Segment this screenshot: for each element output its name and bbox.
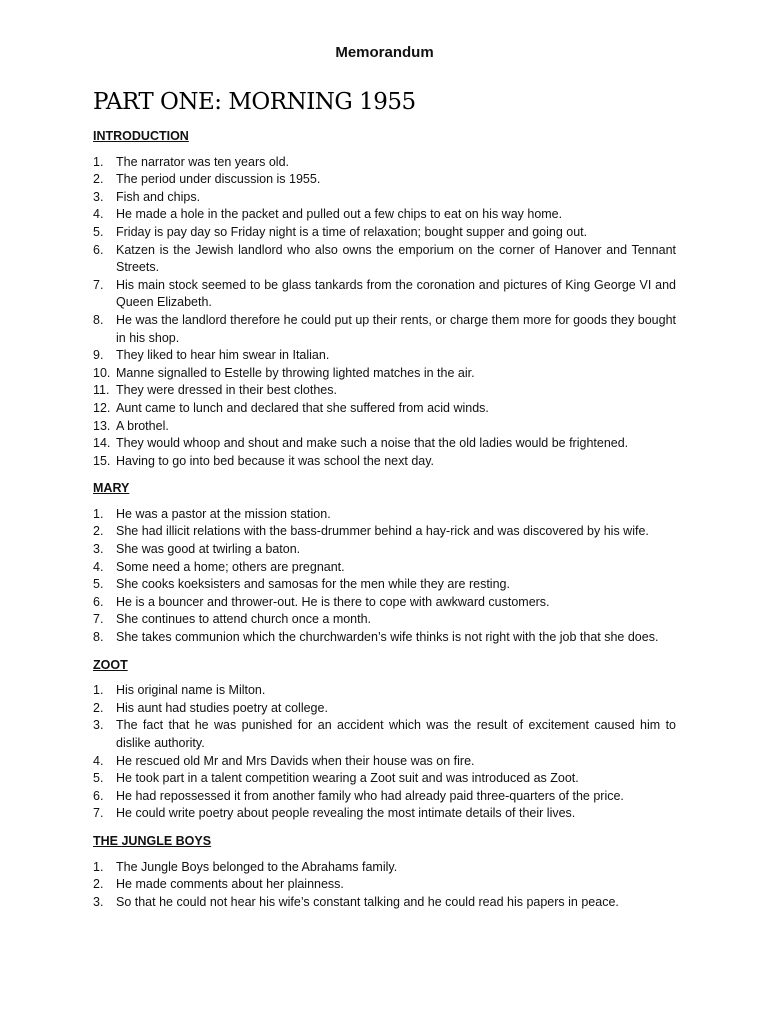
list-item <box>93 347 676 365</box>
item-number: 5. <box>93 771 104 786</box>
list-item <box>93 700 676 718</box>
item-number: 2. <box>93 172 104 187</box>
item-text: She cooks koeksisters and samosas for the men while they are resting. <box>116 577 510 592</box>
item-number: 5. <box>93 224 104 239</box>
numbered-list <box>93 154 676 471</box>
item-number: 6. <box>93 594 104 609</box>
item-number: 2. <box>93 700 104 715</box>
list-item <box>93 629 676 647</box>
list-item <box>93 859 676 877</box>
list-item <box>93 277 676 312</box>
item-text: His main stock seemed to be glass tankards from the coronation and pictures of King George VI and Queen Elizabeth. <box>116 277 676 310</box>
item-text: He was a pastor at the mission station. <box>116 506 331 521</box>
item-number: 1. <box>93 506 104 521</box>
item-text: The fact that he was punished for an accident which was the result of excitement caused him to dislike authority. <box>116 718 676 750</box>
list-item <box>93 418 676 436</box>
item-number: 3. <box>93 718 104 733</box>
list-item <box>93 453 676 471</box>
list-item <box>93 894 676 912</box>
list-item <box>93 770 676 788</box>
list-item <box>93 435 676 453</box>
item-text: They liked to hear him swear in Italian. <box>116 348 330 363</box>
item-text: He was the landlord therefore he could put up their rents, or charge them more for goods they bought in his shop. <box>116 312 676 345</box>
item-text: She was good at twirling a baton. <box>116 542 301 557</box>
list-item <box>93 576 676 594</box>
numbered-list <box>93 859 676 912</box>
item-text: The Jungle Boys belonged to the Abrahams family. <box>116 859 398 874</box>
list-item <box>93 594 676 612</box>
item-number: 8. <box>93 630 104 645</box>
list-item <box>93 717 676 752</box>
numbered-list <box>93 682 676 823</box>
item-text: She had illicit relations with the bass-drummer behind a hay-rick and was discovered by his wife. <box>116 524 649 539</box>
item-number: 4. <box>93 207 104 222</box>
list-item <box>93 805 676 823</box>
item-text: His original name is Milton. <box>116 683 266 698</box>
list-item <box>93 682 676 700</box>
section-the-jungle-boys <box>93 833 676 911</box>
item-text: She continues to attend church once a month. <box>116 612 372 627</box>
list-item <box>93 312 676 347</box>
list-item <box>93 400 676 418</box>
item-text: He made a hole in the packet and pulled out a few chips to eat on his way home. <box>116 207 563 222</box>
item-number: 2. <box>93 877 104 892</box>
section-heading: INTRODUCTION <box>93 129 189 143</box>
item-text: So that he could not hear his wife’s constant talking and he could read his papers in peace. <box>116 894 619 909</box>
item-number: 12. <box>93 400 111 415</box>
item-text: Having to go into bed because it was school the next day. <box>116 453 435 468</box>
list-item <box>93 224 676 242</box>
item-text: A brothel. <box>116 418 169 433</box>
list-item <box>93 876 676 894</box>
section-mary <box>93 480 676 646</box>
item-number: 1. <box>93 154 104 169</box>
section-heading: THE JUNGLE BOYS <box>93 833 212 848</box>
item-number: 7. <box>93 277 104 292</box>
list-item <box>93 242 676 277</box>
item-text: He took part in a talent competition wearing a Zoot suit and was introduced as Zoot. <box>116 771 579 786</box>
item-number: 8. <box>93 312 104 327</box>
item-number: 2. <box>93 524 104 539</box>
part-title: PART ONE: MORNING 1955 <box>93 89 416 115</box>
item-number: 7. <box>93 806 104 821</box>
item-text: He had repossessed it from another family who had already paid three-quarters of the price. <box>116 788 624 803</box>
memo-title: Memorandum <box>335 44 434 61</box>
list-item <box>93 559 676 577</box>
list-item <box>93 611 676 629</box>
item-number: 3. <box>93 189 104 204</box>
item-number: 3. <box>93 542 104 557</box>
item-text: The narrator was ten years old. <box>116 154 289 169</box>
item-number: 5. <box>93 577 104 592</box>
item-text: Some need a home; others are pregnant. <box>116 559 345 574</box>
item-text: She takes communion which the churchwarden’s wife thinks is not right with the job that she does. <box>116 630 659 645</box>
item-text: Katzen is the Jewish landlord who also owns the emporium on the corner of Hanover and Tennant Streets. <box>116 242 676 275</box>
list-item <box>93 206 676 224</box>
item-text: He made comments about her plainness. <box>116 877 344 892</box>
document-content <box>93 128 676 921</box>
numbered-list <box>93 506 676 647</box>
item-number: 3. <box>93 894 104 909</box>
item-number: 4. <box>93 559 104 574</box>
list-item <box>93 382 676 400</box>
list-item <box>93 189 676 207</box>
item-text: Friday is pay day so Friday night is a time of relaxation; bought supper and going out. <box>116 224 588 239</box>
item-number: 7. <box>93 612 104 627</box>
list-item <box>93 154 676 172</box>
item-number: 10. <box>93 365 111 380</box>
item-number: 1. <box>93 859 104 874</box>
item-number: 4. <box>93 753 104 768</box>
item-number: 11. <box>93 383 110 398</box>
item-text: He rescued old Mr and Mrs Davids when their house was on fire. <box>116 753 475 768</box>
item-number: 13. <box>93 418 111 433</box>
item-text: They would whoop and shout and make such a noise that the old ladies would be frightened. <box>116 436 629 451</box>
item-number: 6. <box>93 242 104 257</box>
item-text: The period under discussion is 1955. <box>116 172 321 187</box>
item-text: Fish and chips. <box>116 189 201 204</box>
list-item <box>93 365 676 383</box>
item-text: Aunt came to lunch and declared that she suffered from acid winds. <box>116 400 489 415</box>
item-text: Manne signalled to Estelle by throwing lighted matches in the air. <box>116 365 475 380</box>
section-introduction <box>93 128 676 470</box>
item-number: 6. <box>93 788 104 803</box>
item-number: 15. <box>93 453 111 468</box>
section-zoot <box>93 657 676 823</box>
item-text: His aunt had studies poetry at college. <box>116 700 328 715</box>
item-text: He could write poetry about people revealing the most intimate details of their lives. <box>116 806 576 821</box>
item-number: 1. <box>93 683 104 698</box>
list-item <box>93 523 676 541</box>
list-item <box>93 788 676 806</box>
list-item <box>93 171 676 189</box>
item-text: They were dressed in their best clothes. <box>116 383 337 398</box>
list-item <box>93 506 676 524</box>
item-text: He is a bouncer and thrower-out. He is there to cope with awkward customers. <box>116 594 550 609</box>
list-item <box>93 541 676 559</box>
item-number: 9. <box>93 348 104 363</box>
section-heading: MARY <box>93 481 130 496</box>
item-number: 14. <box>93 436 111 451</box>
list-item <box>93 753 676 771</box>
section-heading: ZOOT <box>93 657 128 672</box>
